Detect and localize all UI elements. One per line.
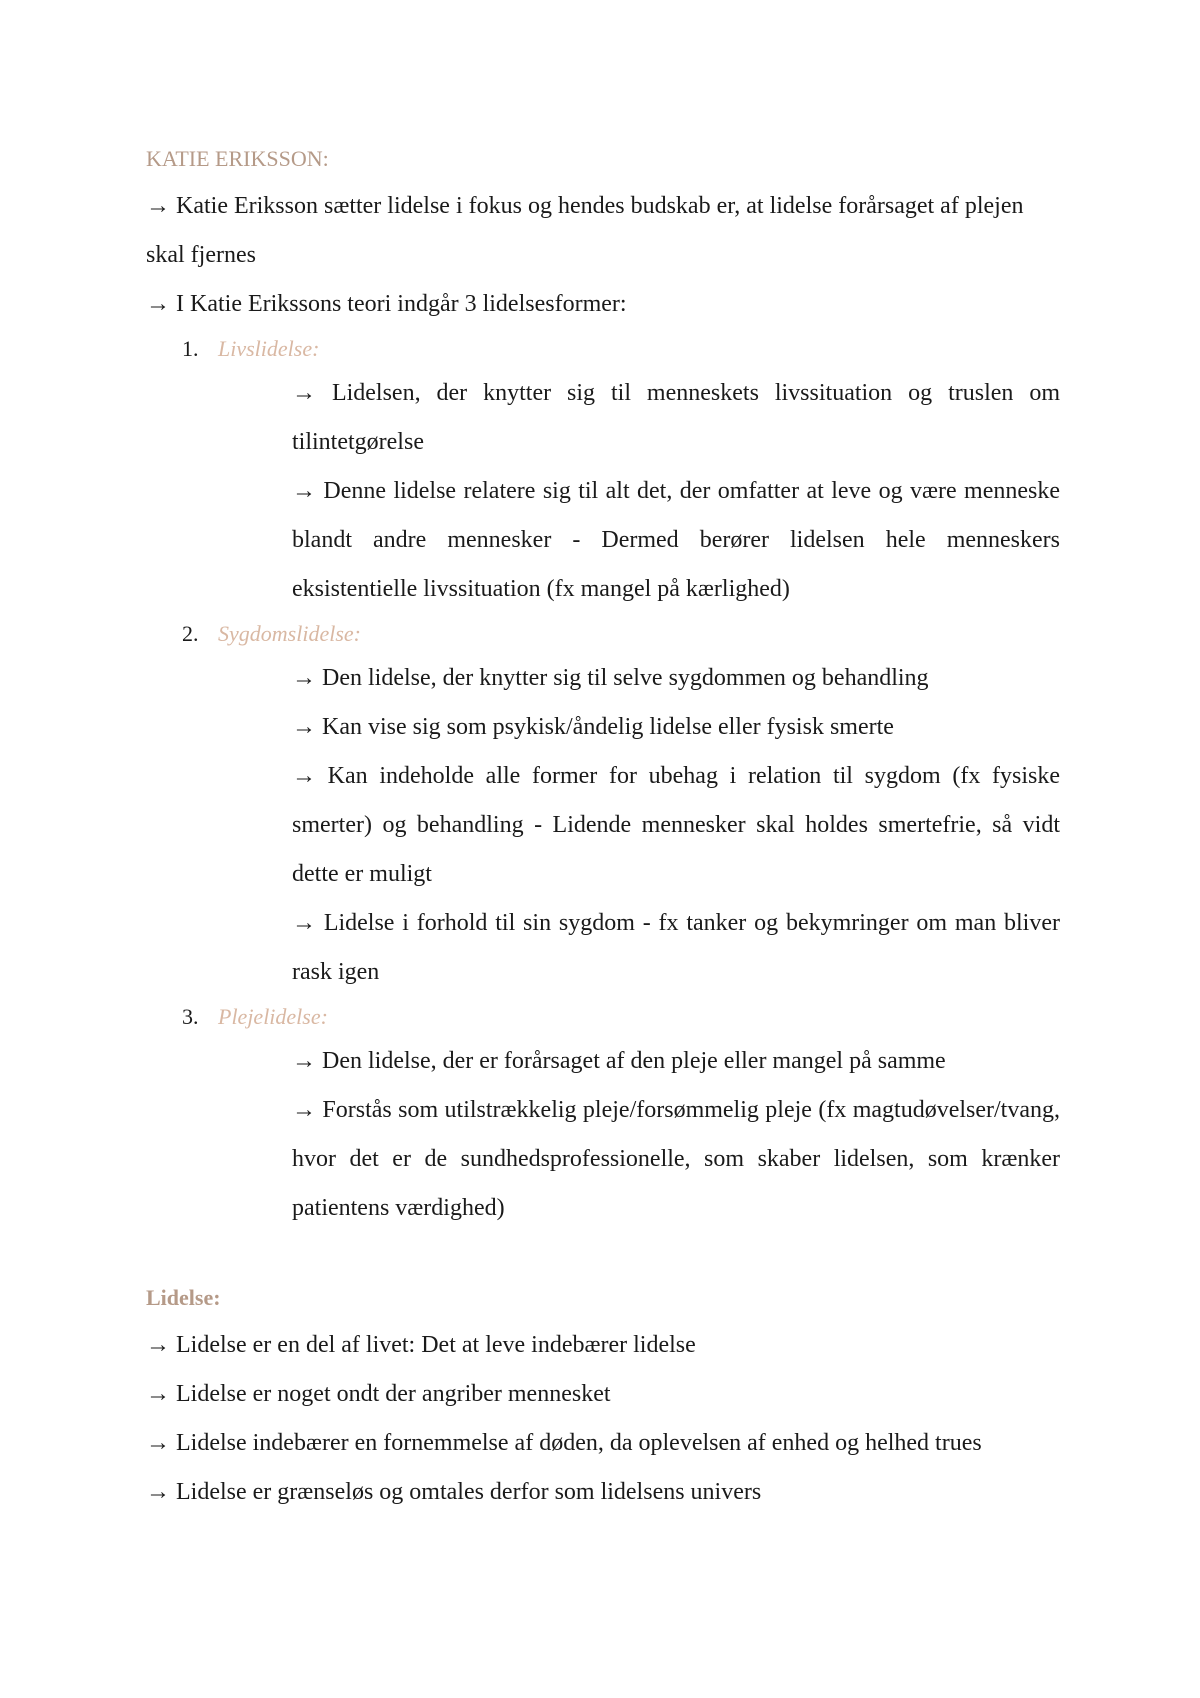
list-item-sygdomslidelse <box>146 614 1060 997</box>
point-text: → Forstås som utilstrækkelig pleje/forsømmelig pleje (fx magtudøvelser/tvang, hvor det er de sundhedsprofessionelle, som skaber lidelsen, som krænker patientens værdighed) <box>292 1097 1060 1221</box>
intro-paragraph-1: → Katie Eriksson sætter lidelse i fokus og hendes budskab er, at lidelse forårsaget af plejen skal fjernes <box>146 193 1024 268</box>
list-item-points <box>292 1037 1060 1233</box>
point-text: → Kan vise sig som psykisk/åndelig lidelse eller fysisk smerte <box>292 714 894 740</box>
point-text: → Lidelsen, der knytter sig til menneskets livssituation og truslen om tilintetgørelse <box>292 380 1060 455</box>
list-item-plejelidelse <box>146 997 1060 1233</box>
list-item-title: Plejelidelse: <box>218 1004 328 1029</box>
list-item-head <box>146 997 1060 1037</box>
list-number: 1. <box>182 336 199 361</box>
point-text: → Den lidelse, der knytter sig til selve sygdommen og behandling <box>292 665 929 691</box>
section-heading-katie-eriksson: KATIE ERIKSSON: <box>146 146 329 171</box>
lidelse-point-2: → Lidelse er noget ondt der angriber mennesket <box>146 1381 611 1407</box>
list-item-title: Livslidelse: <box>218 336 320 361</box>
point-text: → Denne lidelse relatere sig til alt det, der omfatter at leve og være menneske blandt andre mennesker - Dermed berører lidelsen hele menneskers eksistentielle livssituation (fx mangel på kærlighed) <box>292 478 1060 602</box>
section-heading-lidelse: Lidelse: <box>146 1285 221 1310</box>
lidelse-point-1: → Lidelse er en del af livet: Det at leve indebærer lidelse <box>146 1332 696 1358</box>
lidelse-point-4: → Lidelse er grænseløs og omtales derfor som lidelsens univers <box>146 1479 762 1505</box>
point-text: → Lidelse i forhold til sin sygdom - fx tanker og bekymringer om man bliver rask igen <box>292 910 1060 985</box>
list-item-head <box>146 614 1060 654</box>
list-number: 2. <box>182 621 199 646</box>
point-text: → Den lidelse, der er forårsaget af den pleje eller mangel på samme <box>292 1048 946 1074</box>
list-number: 3. <box>182 1004 199 1029</box>
list-item-livslidelse <box>146 329 1060 614</box>
list-item-title: Sygdomslidelse: <box>218 621 361 646</box>
section-spacer <box>146 1233 1060 1281</box>
list-item-points <box>292 369 1060 614</box>
lidelse-point-3: → Lidelse indebærer en fornemmelse af døden, da oplevelsen af enhed og helhed trues <box>146 1430 982 1456</box>
point-text: → Kan indeholde alle former for ubehag i relation til sygdom (fx fysiske smerter) og behandling - Lidende mennesker skal holdes smertefrie, så vidt dette er muligt <box>292 763 1060 887</box>
document-page <box>146 142 1060 1517</box>
list-item-points <box>292 654 1060 997</box>
list-item-head <box>146 329 1060 369</box>
intro-paragraph-2: → I Katie Erikssons teori indgår 3 lidelsesformer: <box>146 291 627 317</box>
